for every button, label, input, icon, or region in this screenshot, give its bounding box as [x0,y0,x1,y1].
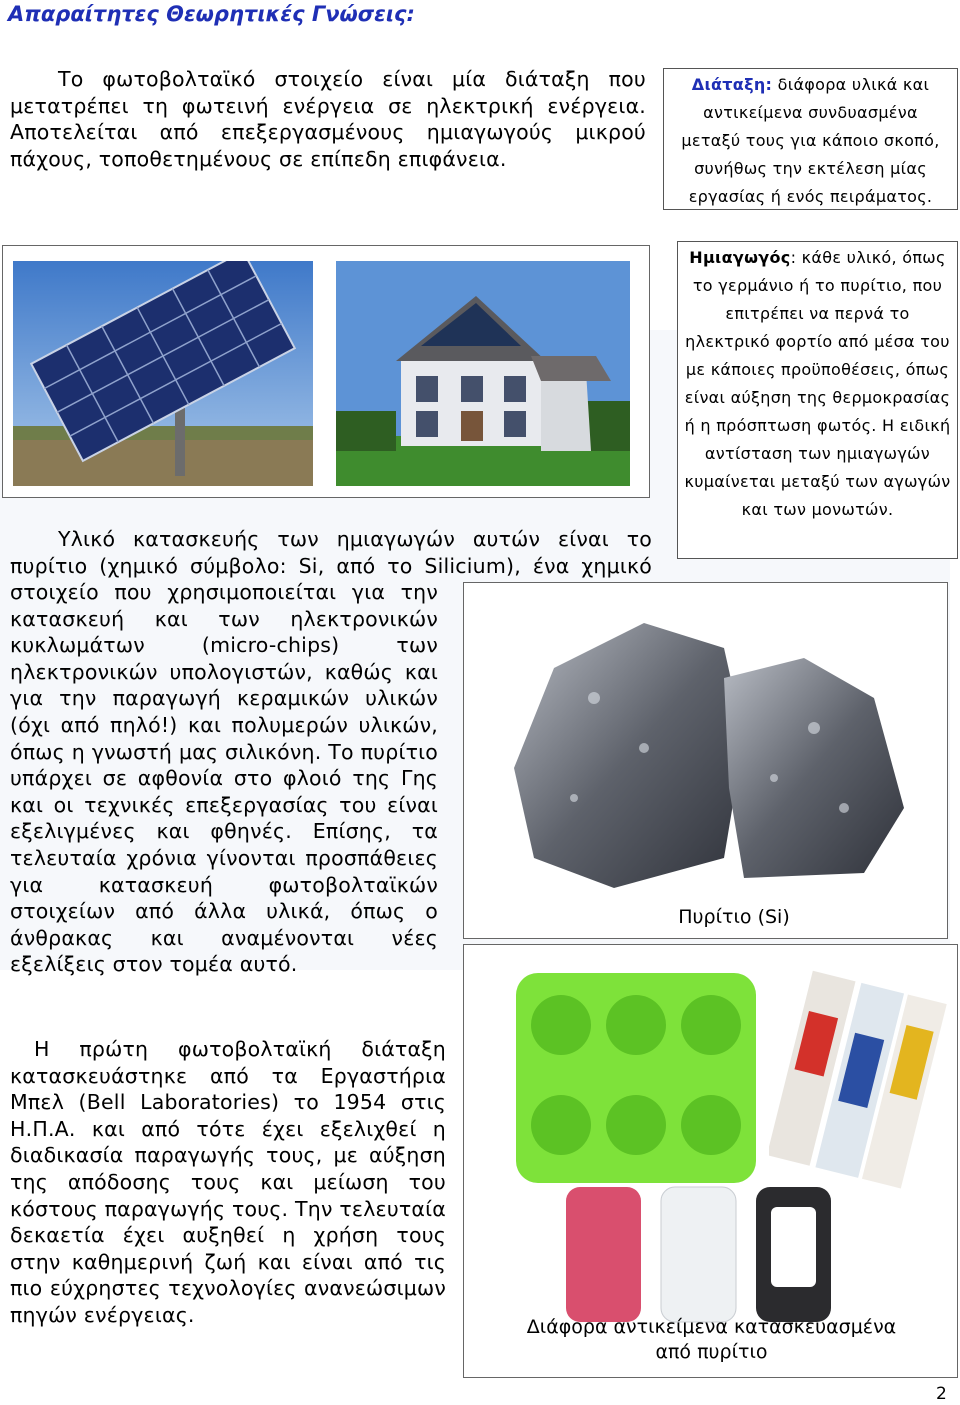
silicon-paragraph-body [10,579,438,978]
definition-term-diataxi: Διάταξη: [691,75,773,94]
silicon-line-2: πυρίτιο (χημικό σύμβολο: Si, από το Silicium), ένα χημικό [10,553,652,578]
solar-tracker-photo [13,261,313,486]
silicon-caption: Πυρίτιο (Si) [678,906,790,928]
house-with-solar-roof-photo [336,261,630,486]
history-paragraph [10,1036,446,1329]
page-heading: Απαραίτητες Θεωρητικές Γνώσεις: [8,2,415,26]
solar-photos-frame [2,245,650,498]
objects-caption: Διάφορα αντικείμενα κατασκευασμένα από πυρίτιο [526,1316,897,1363]
intro-text: Το φωτοβολταϊκό στοιχείο είναι μία διάταξη που μετατρέπει τη φωτεινή ενέργεια σε ηλεκτρική ενέργεια. Αποτελείται από επεξεργασμένους ημιαγωγούς μικρού πάχους, τοποθετημένους σε επίπεδη επιφάνεια. [10,67,646,171]
history-text: Η πρώτη φωτοβολταϊκή διάταξη κατασκευάστηκε από τα Εργαστήρια Μπελ (Bell Laboratories) το 1954 στις Η.Π.Α. και από τότε έχει εξελιχθεί η διαδικασία παραγωγής τους, με αύξηση της απόδοσης τους και μείωση του κόστους παραγωγής τους. Την τελευταία δεκαετία έχει αυξηθεί η χρήση τους στην καθημερινή ζωή και είναι από τις πιο εύχρηστες τεχνολογίες ανανεώσιμων πηγών ενέργειας. [10,1037,446,1327]
silicon-rocks-photo [494,608,914,898]
silicon-line-1: Υλικό κατασκευής των ημιαγωγών αυτών είναι το [58,527,652,551]
silicone-phone-cases-photo [556,1177,856,1327]
silicon-paragraph-head [10,526,652,579]
intro-paragraph [10,66,646,172]
definition-term-imiagogos: Ημιαγωγός [689,248,791,267]
silicone-ice-tray-photo [516,973,756,1183]
silicon-photo-frame [463,582,948,939]
silicon-body-text: στοιχείο που χρησιμοποιείται για την κατασκευή και των ηλεκτρονικών κυκλωμάτων (micro-chips) των ηλεκτρονικών υπολογιστών, καθώς και για την παραγωγή κεραμικών υλικών (όχι από πηλό!) και πολυμερών υλικών, όπως η γνωστή μας σιλικόνη. Το πυρίτιο υπάρχει σε αφθονία στο φλοιό της Γης και οι τεχνικές επεξεργασίας του είναι εξελιγμένες και φθηνές. Επίσης, τα τελευταία χρόνια γίνονται προσπάθειες για κατασκευή φωτοβολταϊκών στοιχείων από άλλα υλικά, όπως ο άνθρακας και αναμένονται νέες εξελίξεις στον τομέα αυτό. [10,580,438,977]
silicon-objects-frame [463,944,958,1378]
definition-text-diataxi: διάφορα υλικά και αντικείμενα συνδυασμένα μεταξύ τους για κάποιο σκοπό, συνήθως την εκτέλεση μίας εργασίας ή ενός πειράματος. [681,75,940,206]
definition-box-imiagogos [677,241,958,559]
definition-text-imiagogos: : κάθε υλικό, όπως το γερμάνιο ή το πυρίτιο, που επιτρέπει να περνά το ηλεκτρικό φορτίο από μέσα του με κάποιες προϋποθέσεις, όπως είναι αύξηση της θερμοκρασίας ή η πρόσπτωση φωτός. Η ειδική αντίσταση των ημιαγωγών κυμαίνεται μεταξύ των αγωγών και των μονωτών. [684,248,951,519]
silicone-sealant-tubes-photo [769,955,949,1195]
page-number: 2 [936,1384,947,1404]
definition-box-diataxi [663,68,958,210]
